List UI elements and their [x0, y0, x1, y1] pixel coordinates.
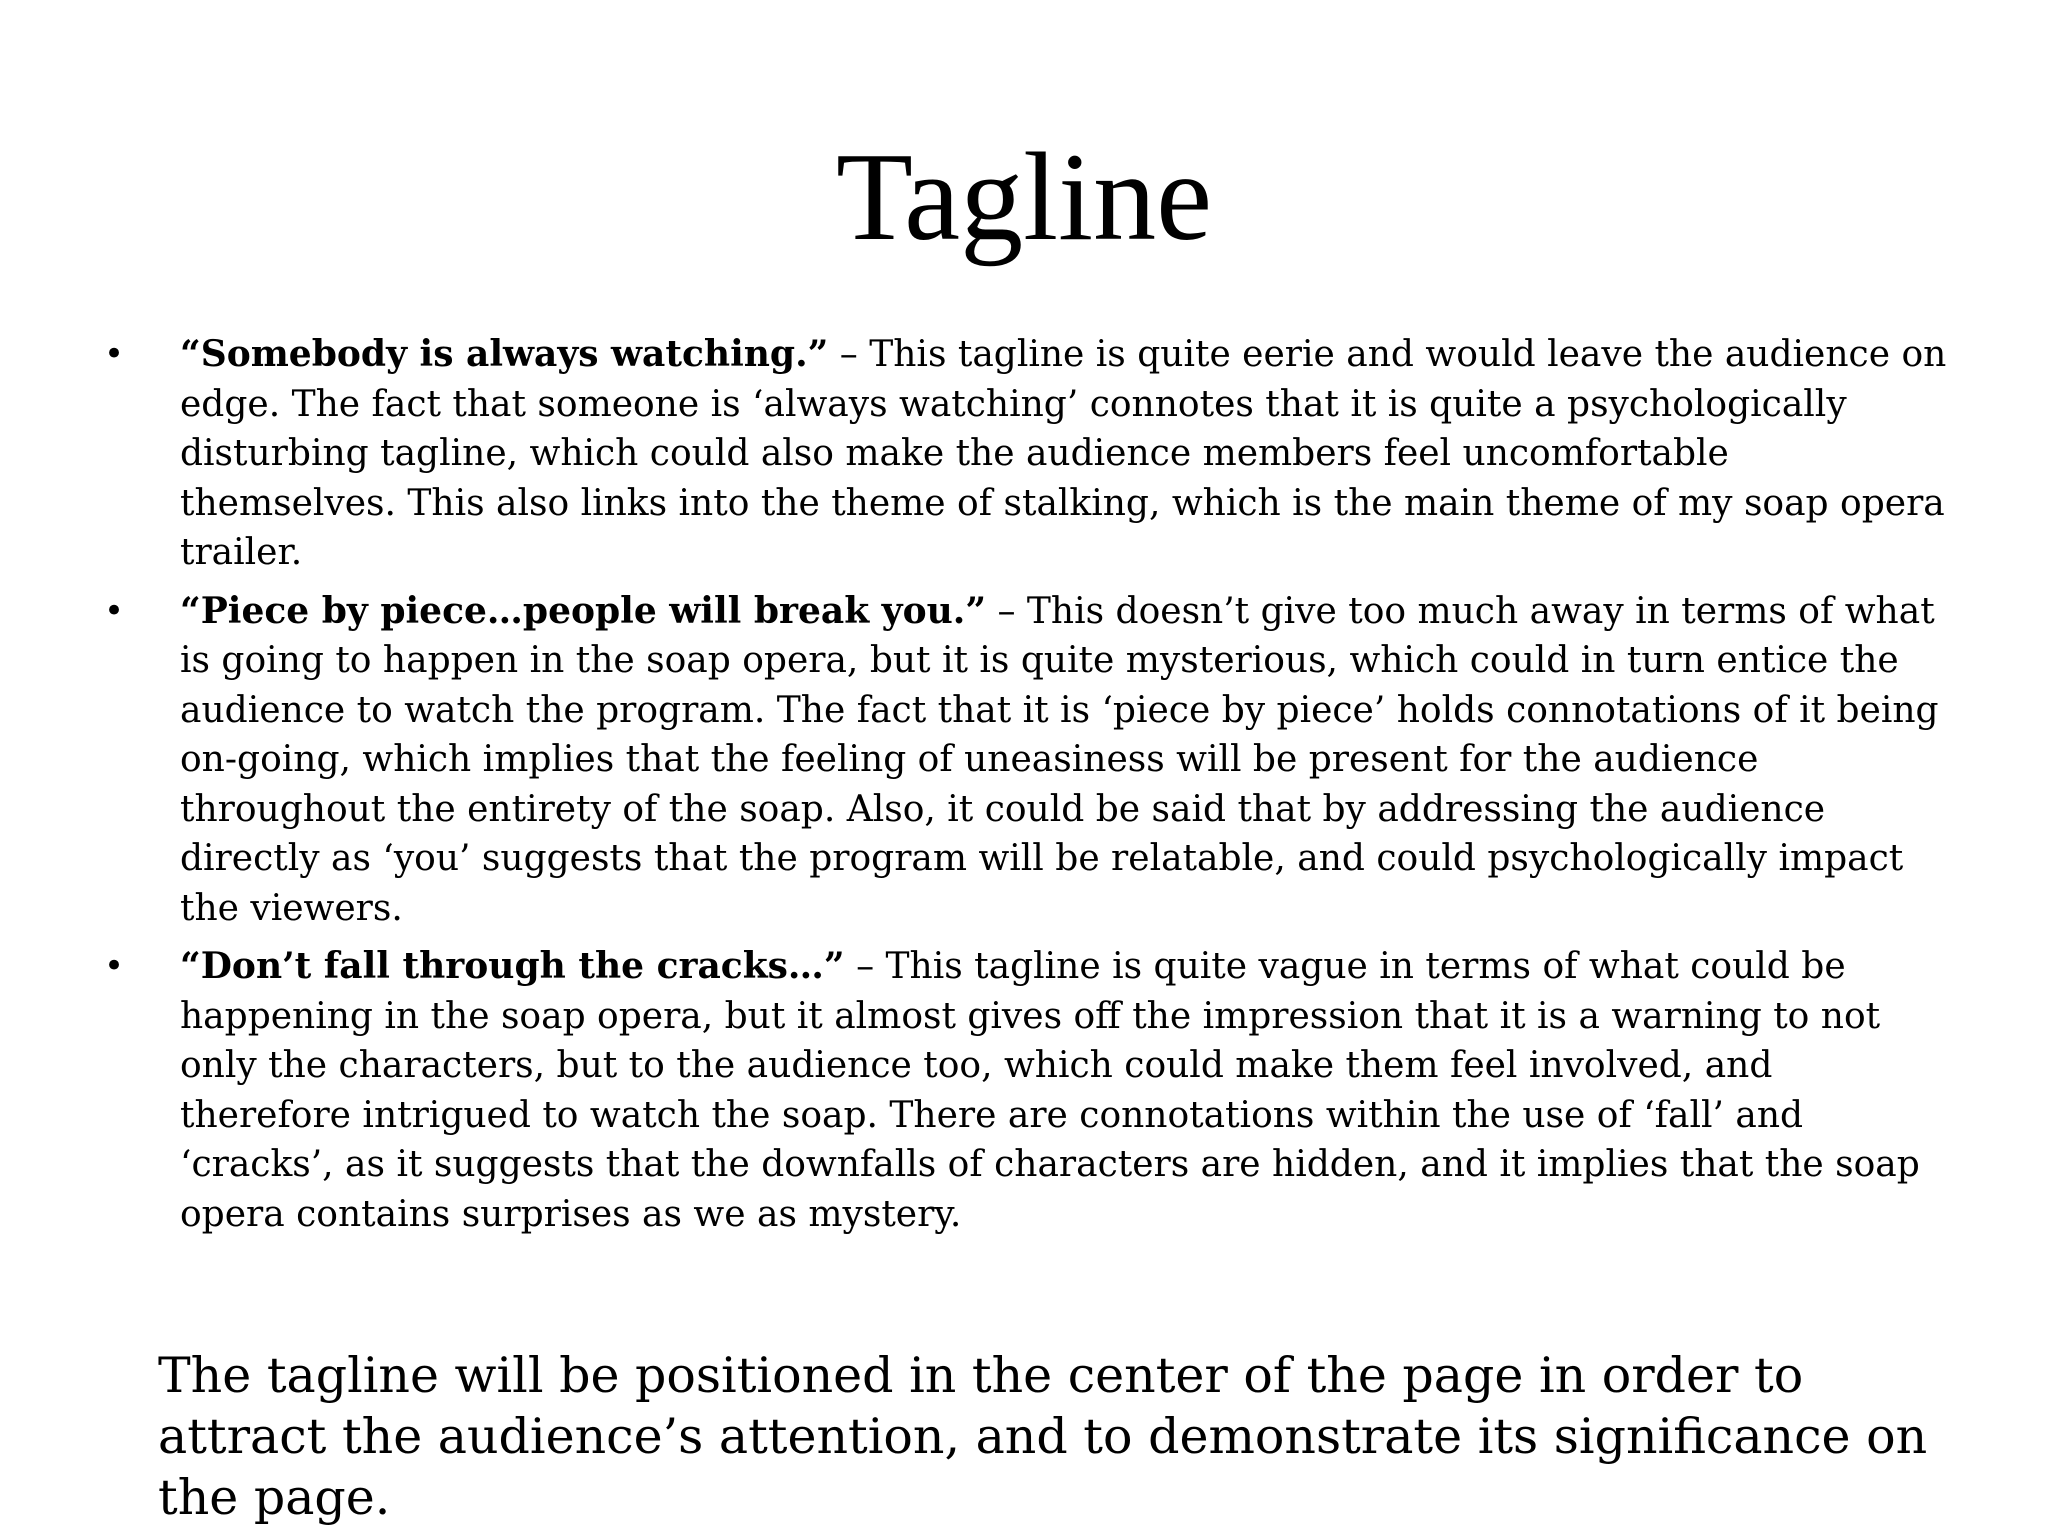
tagline-quote: “Somebody is always watching.”: [180, 333, 829, 375]
tagline-quote: “Don’t fall through the cracks…”: [180, 945, 845, 987]
tagline-analysis: – This doesn’t give too much away in terms of what is going to happen in the soap opera, but it is quite mysterious, which could in turn entice the audience to watch the program. The fact that it is ‘piece by piece’ holds connotations of it being on-going, which implies that the feeling of uneasiness will be present for the audience throughout the entirety of the soap. Also, it could be said that by addressing the audience directly as ‘you’ suggests that the program will be relatable, and could psychologically impact the viewers.: [180, 590, 1939, 929]
slide-title: Tagline: [835, 128, 1213, 267]
bullet-item-2: [102, 587, 1952, 934]
footer-note: The tagline will be positioned in the center of the page in order to attract the audience’s attention, and to demonstrate its significance on the page.: [158, 1347, 1928, 1526]
bullet-item-1: [102, 330, 1952, 578]
tagline-quote: “Piece by piece…people will break you.”: [180, 589, 987, 632]
bullet-dot-icon: •: [104, 946, 125, 986]
bullet-list: [102, 330, 1952, 1248]
bullet-item-3: [102, 942, 1952, 1239]
tagline-analysis: – This tagline is quite eerie and would leave the audience on edge. The fact that someone is ‘always watching’ connotes that it is quite a psychologically disturbing tagline, which could also make the audience members feel uncomfortable themselves. This also links into the theme of stalking, which is the main theme of my soap opera trailer.: [180, 334, 1947, 573]
bullet-dot-icon: •: [104, 334, 125, 374]
bullet-dot-icon: •: [104, 590, 125, 631]
tagline-analysis: – This tagline is quite vague in terms of what could be happening in the soap opera, but it almost gives off the impression that it is a warning to not only the characters, but to the audience too, which could make them feel involved, and therefore intrigued to watch the soap. There are connotations within the use of ‘fall’ and ‘cracks’, as it suggests that the downfalls of characters are hidden, and it implies that the soap opera contains surprises as we as mystery.: [180, 946, 1920, 1235]
